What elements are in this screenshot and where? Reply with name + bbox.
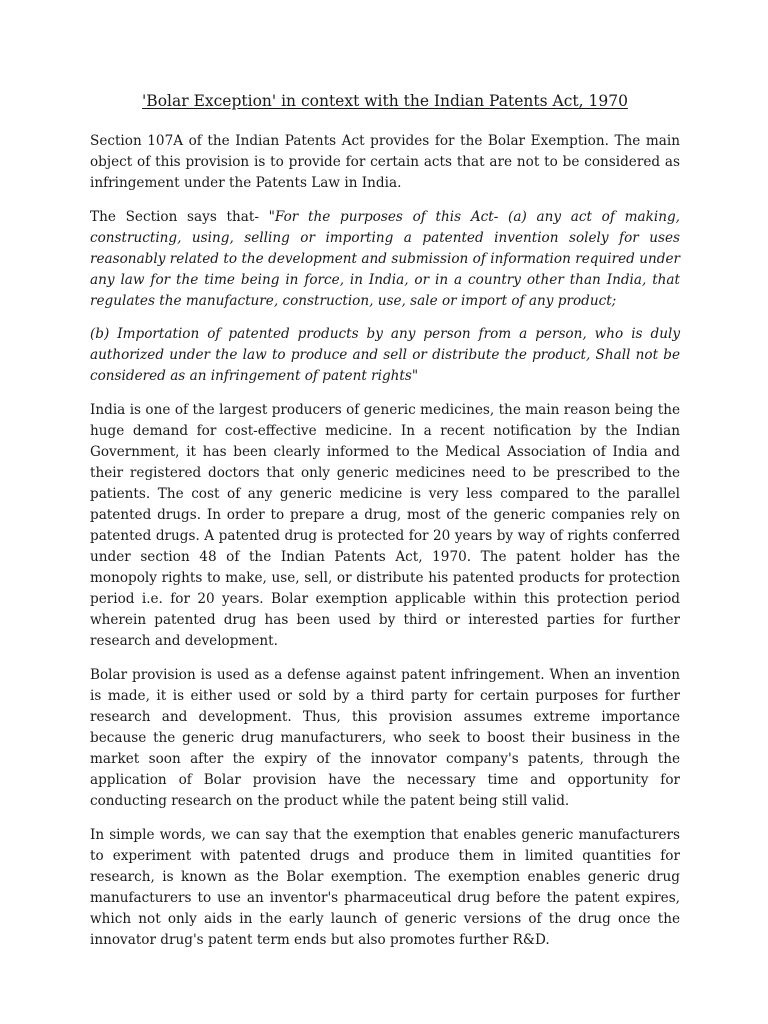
paragraph-bolar-provision: Bolar provision is used as a defense against patent infringement. When an invention is made, it is either used or sold by a third party for certain purposes for further research and development. Thus, this provision assumes extreme importance because the generic drug manufacturers, who seek to boost their business in the market soon after the expiry of the innovator company's patents, through the application of Bolar provision have the necessary time and opportunity for conducting research on the product while the patent being still valid. <box>90 667 680 809</box>
paragraph-section-says <box>90 207 680 312</box>
paragraph-section-107a: Section 107A of the Indian Patents Act provides for the Bolar Exemption. The main object of this provision is to provide for certain acts that are not to be considered as infringement under the Patents Law in India. <box>90 133 680 191</box>
paragraph-simple-words: In simple words, we can say that the exemption that enables generic manufacturers to experiment with patented drugs and produce them in limited quantities for research, is known as the Bolar exemption. The exemption enables generic drug manufacturers to use an inventor's pharmaceutical drug before the patent expires, which not only aids in the early launch of generic versions of the drug once the innovator drug's patent term ends but also promotes further R&D. <box>90 827 680 948</box>
quote-clause-b: (b) Importation of patented products by any person from a person, who is duly authorized under the law to produce and sell or distribute the product, Shall not be considered as an infringement of patent rights" <box>90 326 680 384</box>
document-title: 'Bolar Exception' in context with the Indian Patents Act, 1970 <box>142 92 628 110</box>
paragraph-generic-medicines: India is one of the largest producers of generic medicines, the main reason being the huge demand for cost-effective medicine. In a recent notification by the Indian Government, it has been clearly informed to the Medical Association of India and their registered doctors that only generic medicines need to be prescribed to the patients. The cost of any generic medicine is very less compared to the parallel patented drugs. In order to prepare a drug, most of the generic companies rely on patented drugs. A patented drug is protected for 20 years by way of rights conferred under section 48 of the Indian Patents Act, 1970. The patent holder has the monopoly rights to make, use, sell, or distribute his patented products for protection period i.e. for 20 years. Bolar exemption applicable within this protection period wherein patented drug has been used by third or interested parties for further research and development. <box>90 402 680 649</box>
quote-clause-a: For the purposes of this Act- (a) any act of making, constructing, using, selling or importing a patented invention solely for uses reasonably related to the development and submission of information required under any law for the time being in force, in India, or in a country other than India, that regulates the manufacture, construction, use, sale or import of any product; <box>90 209 680 309</box>
quote-lead-in: The Section says that- " <box>90 209 275 225</box>
